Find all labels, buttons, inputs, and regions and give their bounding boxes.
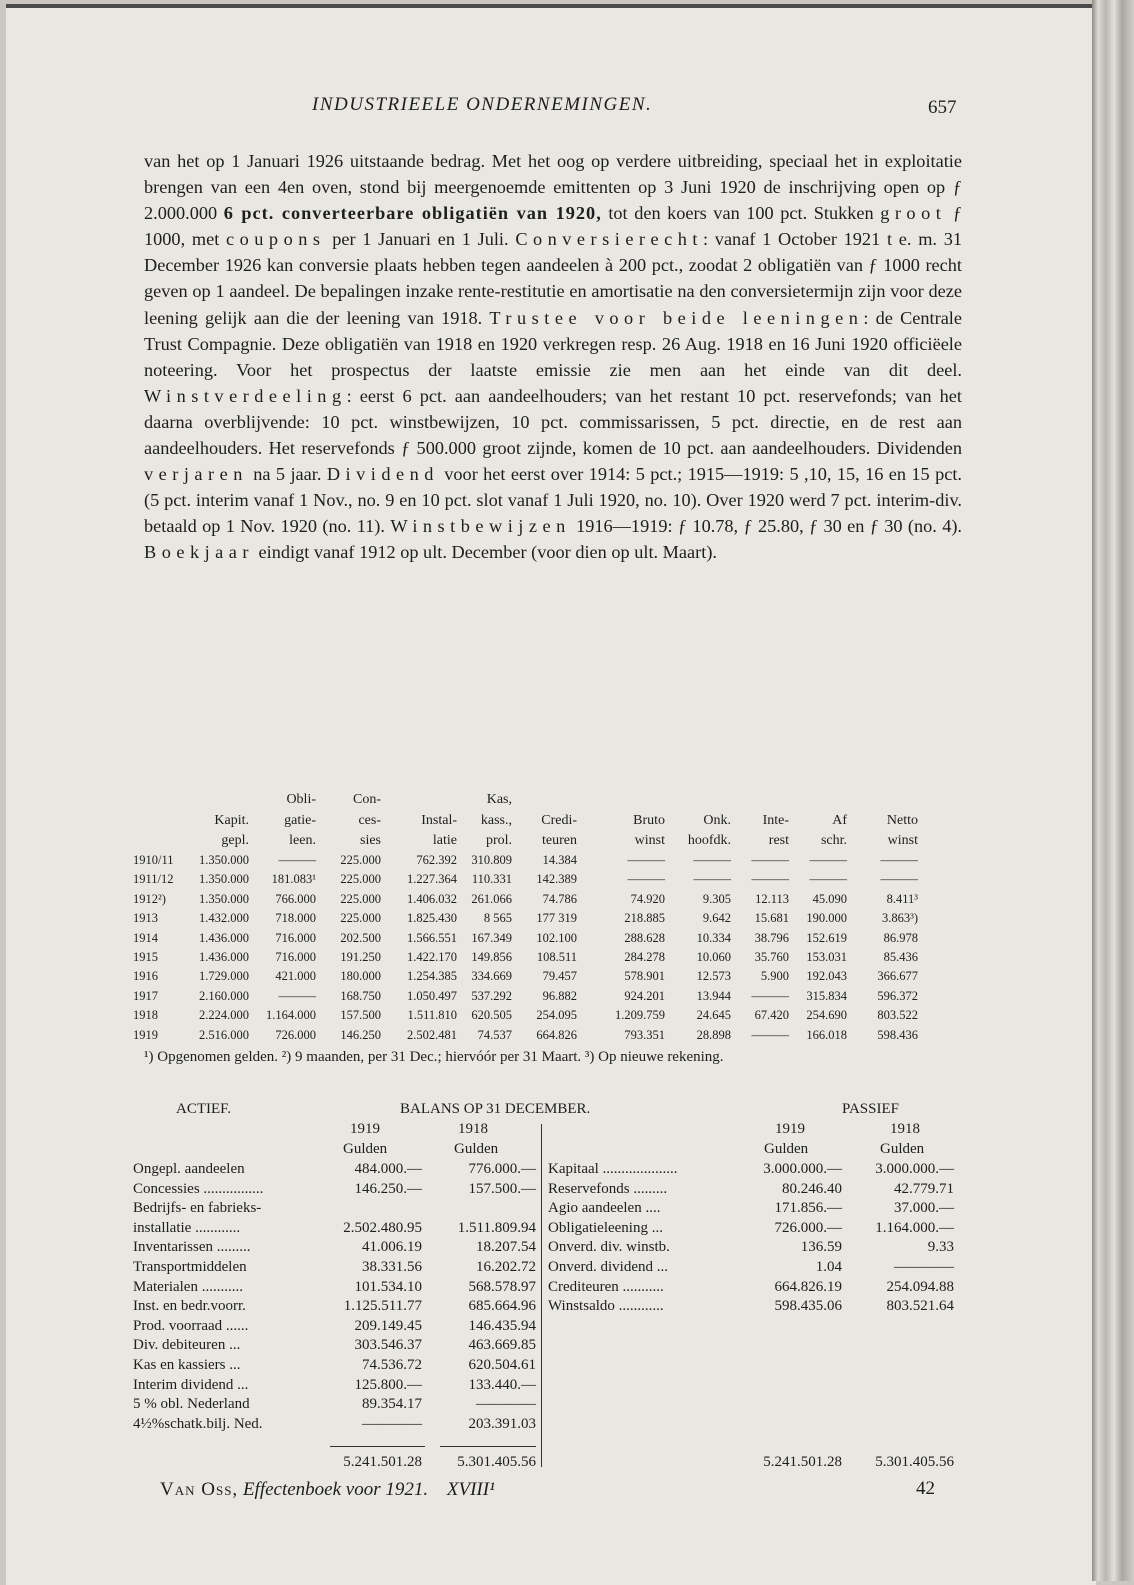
balance-item-value: 303.546.37 [354, 1337, 422, 1354]
table-value-cell: ——— [751, 988, 789, 1003]
balance-item-value: 37.000.— [894, 1200, 954, 1217]
balance-item-value: 726.000.— [774, 1219, 842, 1236]
balance-item-label: Onverd. dividend ... [548, 1259, 668, 1275]
balance-item-value: 1.164.000.— [875, 1219, 954, 1236]
spaced-term: Winstbewijzen [390, 516, 571, 537]
table-value-cell: 15.681 [754, 911, 789, 926]
table-value-cell: ——— [693, 872, 731, 887]
table-value-cell: 1.350.000 [199, 872, 249, 887]
table-year-cell: 1917 [133, 988, 158, 1003]
table-value-cell: ——— [751, 872, 789, 887]
balance-item-label: Crediteuren ........... [548, 1278, 664, 1295]
table-header-cell: ces- [358, 813, 381, 828]
table-value-cell: 202.500 [340, 930, 381, 945]
balance-item-label: 5 % obl. Nederland [133, 1396, 250, 1413]
currency-label: Gulden [880, 1141, 925, 1157]
balance-item-value: 9.33 [927, 1239, 954, 1256]
table-value-cell: 2.224.000 [199, 1008, 249, 1023]
table-value-cell: 766.000 [275, 891, 316, 906]
balance-item-label: Interim dividend ... [133, 1376, 249, 1393]
balance-title: BALANS OP 31 DECEMBER. [400, 1101, 591, 1117]
table-value-cell: 261.066 [471, 891, 512, 906]
balance-item-value: 146.435.94 [468, 1317, 536, 1334]
balance-item-label: Inventarissen ......... [133, 1239, 251, 1256]
table-year-cell: 1914 [133, 930, 158, 945]
balance-item-value: 209.149.45 [354, 1317, 422, 1334]
table-value-cell: 1.350.000 [199, 853, 249, 867]
text-run: tot den koers van 100 pct. Stukken [601, 203, 881, 224]
activa-header: ACTIEF. [176, 1101, 232, 1117]
table-value-cell: 5.900 [760, 969, 789, 984]
table-value-cell: 110.331 [471, 872, 512, 887]
table-header-cell: kass., [480, 813, 512, 828]
table-value-cell: 924.201 [624, 988, 665, 1003]
table-value-cell: 45.090 [812, 891, 847, 906]
page-number: 657 [928, 97, 957, 118]
balance-item-value: 2.502.480.95 [343, 1219, 422, 1236]
table-value-cell: 1.729.000 [199, 969, 249, 984]
spaced-term: Trustee voor beide leeningen [489, 307, 864, 328]
table-value-cell: 225.000 [340, 911, 381, 926]
table-value-cell: 1.227.364 [407, 872, 457, 887]
currency-label: Gulden [454, 1141, 499, 1157]
balance-item-value: 16.202.72 [476, 1259, 536, 1275]
balance-item-label: Prod. voorraad ...... [133, 1317, 249, 1334]
table-header-cell: Obli- [286, 792, 316, 807]
table-header-cell: Kas, [486, 792, 512, 807]
balance-item-value: 42.779.71 [894, 1180, 954, 1197]
table-header-cell: gepl. [221, 833, 249, 848]
table-value-cell: ——— [627, 853, 665, 867]
table-value-cell: 421.000 [275, 969, 316, 984]
table-value-cell: 35.760 [754, 950, 789, 964]
table-value-cell: 1.050.497 [407, 988, 457, 1003]
table-value-cell: 74.920 [630, 891, 665, 906]
text-run: ƒ 1000, met [144, 203, 962, 250]
table-header-cell: leen. [289, 833, 316, 848]
text-run: eindigt vanaf 1912 op ult. December (voor dien op ult. Maart). [253, 542, 717, 563]
balance-item-label: Concessies ................ [133, 1180, 264, 1197]
table-header-cell: schr. [820, 833, 847, 848]
year-label: 1919 [775, 1121, 805, 1137]
table-value-cell: 537.292 [471, 988, 512, 1003]
table-header-cell: Credi- [541, 813, 577, 828]
table-value-cell: 254.690 [806, 1008, 847, 1023]
table-value-cell: ——— [751, 1027, 789, 1042]
table-value-cell: 14.384 [542, 853, 577, 867]
balance-item-label: Ongepl. aandeelen [133, 1161, 245, 1177]
table-value-cell: 10.334 [696, 930, 731, 945]
table-value-cell: 664.826 [536, 1027, 577, 1042]
table-value-cell: 86.978 [883, 930, 918, 945]
balance-item-label: Div. debiteuren ... [133, 1337, 241, 1354]
table-value-cell: 12.113 [755, 891, 789, 906]
balance-item-value: 38.331.56 [362, 1259, 422, 1275]
balance-item-value: 171.856.— [774, 1200, 842, 1217]
balance-item-value: 1.125.511.77 [343, 1298, 422, 1315]
balance-item-label: Inst. en bedr.voorr. [133, 1298, 246, 1315]
table-value-cell: 284.278 [624, 950, 665, 964]
table-value-cell: 225.000 [340, 872, 381, 887]
balance-item-value: 685.664.96 [468, 1298, 536, 1315]
balance-item-value: 136.59 [800, 1239, 842, 1256]
table-value-cell: 190.000 [806, 911, 847, 926]
spaced-term: verjaren [144, 464, 248, 485]
balance-item-label: Bedrijfs- en fabrieks- [133, 1200, 262, 1217]
balance-item-label: Transportmiddelen [133, 1259, 247, 1275]
balance-item-value: 146.250.— [354, 1180, 422, 1197]
balance-item-value: 1.511.809.94 [457, 1219, 536, 1236]
table-value-cell: 85.436 [883, 950, 918, 964]
table-value-cell: 13.944 [696, 988, 731, 1003]
table-value-cell: 8 565 [483, 911, 512, 926]
balance-item-value: 125.800.— [354, 1376, 422, 1393]
balance-item-label: 4½%schatk.bilj. Ned. [133, 1415, 263, 1432]
table-header-cell: rest [768, 833, 789, 848]
balance-item-label: Materialen ........... [133, 1278, 243, 1295]
table-value-cell: 1.254.385 [407, 969, 457, 984]
balance-item-value: ———— [894, 1259, 954, 1275]
footer-author: Van Oss, [160, 1479, 239, 1500]
table-value-cell: 28.898 [696, 1027, 731, 1042]
footer-title: Effectenboek voor 1921. [242, 1479, 429, 1500]
table-value-cell: 142.389 [536, 872, 577, 887]
table-value-cell: ——— [809, 872, 847, 887]
year-label: 1919 [350, 1121, 380, 1137]
table-year-cell: 1918 [133, 1008, 158, 1023]
table-value-cell: 191.250 [340, 950, 381, 964]
balance-item-label: Kas en kassiers ... [133, 1357, 241, 1373]
table-footnote: ¹) Opgenomen gelden. ²) 9 maanden, per 31 Dec.; hiervóór per 31 Maart. ³) Op nieuwe rekening. [144, 1049, 724, 1065]
sum-rule [330, 1446, 425, 1447]
total-passiva-1918: 5.301.405.56 [875, 1454, 954, 1470]
table-value-cell: ——— [278, 988, 316, 1003]
balance-item-label: Obligatieleening ... [548, 1219, 663, 1236]
year-label: 1918 [890, 1121, 920, 1137]
table-header-cell: Instal- [421, 813, 457, 828]
table-value-cell: 168.750 [340, 988, 381, 1003]
balance-divider [541, 1124, 542, 1467]
table-header-cell: prol. [485, 833, 512, 848]
table-value-cell: 315.834 [806, 988, 847, 1003]
table-value-cell: 3.863³) [881, 911, 918, 926]
table-value-cell: 153.031 [806, 950, 847, 964]
table-value-cell: ——— [880, 853, 918, 867]
table-value-cell: 177 319 [536, 911, 577, 926]
table-value-cell: 2.160.000 [199, 988, 249, 1003]
text-run: per 1 Januari en 1 Juli. [325, 229, 516, 250]
table-value-cell: 716.000 [275, 930, 316, 945]
balance-item-value: 803.521.64 [886, 1298, 954, 1315]
table-header-cell: gatie- [284, 813, 316, 828]
total-passiva-1919: 5.241.501.28 [763, 1454, 842, 1470]
table-value-cell: 762.392 [416, 853, 457, 867]
table-value-cell: 102.100 [536, 930, 577, 945]
table-value-cell: 38.796 [754, 930, 789, 945]
table-value-cell: 79.457 [542, 969, 577, 984]
balance-item-value: 18.207.54 [476, 1239, 536, 1256]
balance-item-value: 484.000.— [354, 1161, 422, 1177]
balance-item-label: installatie ............ [133, 1219, 241, 1236]
table-value-cell: 157.500 [340, 1008, 381, 1023]
table-value-cell: 67.420 [754, 1008, 789, 1023]
table-value-cell: 146.250 [340, 1027, 381, 1042]
table-value-cell: 254.095 [536, 1008, 577, 1023]
table-header-cell: winst [887, 833, 918, 848]
table-value-cell: 578.901 [624, 969, 665, 984]
table-value-cell: 598.436 [877, 1027, 918, 1042]
balance-item-value: 664.826.19 [774, 1278, 842, 1295]
table-value-cell: 96.882 [542, 988, 577, 1003]
table-value-cell: 1.350.000 [199, 891, 249, 906]
balance-item-value: 89.354.17 [362, 1396, 422, 1413]
spaced-term: Conversierecht [515, 229, 703, 250]
table-header-cell: winst [634, 833, 665, 848]
balance-item-label: Kapitaal .................... [548, 1161, 678, 1177]
text-run: na 5 jaar. [247, 464, 327, 485]
table-value-cell: ——— [880, 872, 918, 887]
table-value-cell: 1.432.000 [199, 911, 249, 926]
table-header-cell: latie [432, 833, 457, 848]
balance-item-label: Onverd. div. winstb. [548, 1239, 670, 1256]
spaced-term: Boekjaar [144, 542, 254, 563]
text-run: : eerst 6 pct. aan aandeelhouders; van het restant 10 pct. reservefonds; van het daarna overblijvende: 10 pct. winstbewijzen, 10 pct. commissarissen, 5 pct. directie, en de rest aan aandeelhouders. Het reservefonds ƒ 500.000 groot zijnde, komen de 10 pct. aan aandeelhouders. Dividenden [144, 385, 962, 459]
text-run: : vanaf 1 October 1921 t e. m. 31 December 1926 kan conversie plaats hebben tegen aandeelen à 200 pct., zoodat 2 obligatiën van ƒ 1000 recht geven op 1 aandeel. De bepalingen inzake rente-restitutie en amortisatie na den conversietermijn zijn voor deze leening gelijk aan die der leening van 1918. [144, 229, 962, 328]
balance-item-label: Winstsaldo ............ [548, 1298, 664, 1315]
currency-label: Gulden [764, 1141, 809, 1157]
bold-heading: 6 pct. converteerbare obligatiën van 1920, [223, 203, 602, 224]
table-value-cell: 10.060 [696, 950, 731, 964]
table-value-cell: 152.619 [806, 930, 847, 945]
table-value-cell: 9.305 [702, 891, 731, 906]
table-year-cell: 1915 [133, 950, 158, 964]
table-value-cell: 726.000 [275, 1027, 316, 1042]
footer-volume: XVIII¹ [446, 1479, 495, 1500]
table-value-cell: 334.669 [471, 969, 512, 984]
table-value-cell: ——— [627, 872, 665, 887]
spaced-term: groot [880, 203, 947, 224]
table-year-cell: 1919 [133, 1027, 158, 1042]
table-value-cell: 181.083¹ [271, 872, 316, 887]
table-value-cell: 366.677 [877, 969, 918, 984]
table-value-cell: 9.642 [702, 911, 731, 926]
table-header-cell: Inte- [762, 813, 789, 828]
balance-item-value: 463.669.85 [468, 1337, 536, 1354]
table-value-cell: 2.516.000 [199, 1027, 249, 1042]
table-value-cell: 803.522 [877, 1008, 918, 1023]
total-activa-1919: 5.241.501.28 [343, 1454, 422, 1470]
spaced-term: coupons [226, 229, 326, 250]
table-value-cell: 718.000 [275, 911, 316, 926]
table-value-cell: 596.372 [877, 988, 918, 1003]
passiva-header: PASSIEF [842, 1101, 899, 1117]
table-value-cell: 288.628 [624, 930, 665, 945]
table-value-cell: 620.505 [471, 1008, 512, 1023]
balance-item-value: ———— [362, 1415, 422, 1432]
table-value-cell: 310.809 [471, 853, 512, 867]
table-value-cell: 225.000 [340, 853, 381, 867]
table-year-cell: 1913 [133, 911, 158, 926]
table-value-cell: 1.406.032 [407, 891, 457, 906]
balance-item-value: 620.504.61 [468, 1357, 536, 1373]
table-value-cell: 74.537 [477, 1027, 512, 1042]
balance-item-value: 41.006.19 [362, 1239, 422, 1256]
table-year-cell: 1912²) [133, 891, 166, 906]
sum-rule [440, 1446, 536, 1447]
table-value-cell: 180.000 [340, 969, 381, 984]
table-header-cell: Af [832, 813, 847, 828]
table-value-cell: 24.645 [696, 1008, 731, 1023]
balance-item-label: Agio aandeelen .... [548, 1200, 661, 1217]
balance-item-value: ———— [476, 1396, 536, 1413]
body-paragraph [144, 148, 962, 566]
text-run: : de Centrale Trust Compagnie. Deze obligatiën van 1918 en 1920 verkregen resp. 26 Aug. 1918 en 16 Juni 1920 officiëele noteering. Voor het prospectus der laatste emissie zie men aan het einde van dit deel. [144, 307, 962, 380]
table-value-cell: 1.422.170 [407, 950, 457, 964]
table-header-cell: Netto [886, 813, 918, 828]
balance-item-value: 776.000.— [468, 1161, 536, 1177]
table-value-cell: ——— [809, 853, 847, 867]
balance-item-value: 568.578.97 [468, 1278, 536, 1295]
balance-item-value: 254.094.88 [886, 1278, 954, 1295]
table-header-cell: teuren [542, 833, 577, 848]
table-header-cell: hoofdk. [687, 833, 731, 848]
balance-item-value: 3.000.000.— [763, 1161, 842, 1177]
table-year-cell: 1911/12 [133, 872, 174, 887]
table-value-cell: 192.043 [806, 969, 847, 984]
table-value-cell: 2.502.481 [407, 1027, 457, 1042]
text-run: van het op 1 Januari 1926 uitstaande bedrag. Met het oog op verdere uitbreiding, speciaal het in exploitatie brengen van een 4en oven, stond bij meergenoemde emittenten op 3 Juni 1920 de inschrijving open op ƒ 2.000.000 [144, 151, 962, 224]
table-value-cell: ——— [751, 853, 789, 867]
text-run: 1916—1919: ƒ 10.78, ƒ 25.80, ƒ 30 en ƒ 30 (no. 4). [570, 516, 962, 537]
table-header-cell: sies [360, 833, 381, 848]
table-header-cell: Kapit. [214, 813, 249, 828]
balance-item-value: 101.534.10 [354, 1278, 422, 1295]
running-head: INDUSTRIEELE ONDERNEMINGEN. [312, 94, 653, 115]
table-value-cell: 1.209.759 [615, 1008, 665, 1023]
balance-item-value: 1.04 [815, 1259, 842, 1275]
sheet-number: 42 [916, 1478, 935, 1499]
table-value-cell: 8.411³ [886, 891, 918, 906]
balance-item-value: 133.440.— [468, 1376, 536, 1393]
table-value-cell: 74.786 [542, 891, 577, 906]
table-year-cell: 1916 [133, 969, 158, 984]
table-value-cell: 225.000 [340, 891, 381, 906]
currency-label: Gulden [343, 1141, 388, 1157]
table-value-cell: 1.436.000 [199, 950, 249, 964]
balance-item-value: 80.246.40 [782, 1180, 842, 1197]
table-value-cell: 12.573 [696, 969, 731, 984]
table-value-cell: 1.511.810 [407, 1008, 457, 1023]
spaced-term: Winstverdeeling [144, 385, 347, 406]
balance-item-label: Reservefonds ......... [548, 1180, 668, 1197]
table-header-cell: Bruto [633, 813, 665, 828]
table-value-cell: 1.436.000 [199, 930, 249, 945]
balance-item-value: 157.500.— [468, 1180, 536, 1197]
book-page-edges [1092, 0, 1134, 1581]
text-run: voor het eerst over 1914: 5 pct.; 1915—1919: 5 ,10, 15, 16 en 15 pct. (5 pct. interim vanaf 1 Nov., no. 9 en 10 pct. slot vanaf 1 Juli 1920, no. 10). Over 1920 werd 7 pct. interim-div. betaald op 1 Nov. 1920 (no. 11). [144, 464, 962, 537]
table-value-cell: 149.856 [471, 950, 512, 964]
total-activa-1918: 5.301.405.56 [457, 1454, 536, 1470]
table-header-cell: Onk. [703, 813, 731, 828]
table-value-cell: 218.885 [624, 911, 665, 926]
balance-item-value: 74.536.72 [362, 1357, 422, 1373]
table-value-cell: 166.018 [806, 1027, 847, 1042]
table-value-cell: 1.566.551 [407, 930, 457, 945]
table-value-cell: 1.825.430 [407, 911, 457, 926]
table-header-cell: Con- [353, 792, 381, 807]
balance-item-value: 3.000.000.— [875, 1161, 954, 1177]
table-value-cell: 167.349 [471, 930, 512, 945]
year-label: 1918 [458, 1121, 488, 1137]
balance-item-value: 203.391.03 [468, 1415, 536, 1432]
table-value-cell: ——— [278, 853, 316, 867]
table-value-cell: 716.000 [275, 950, 316, 964]
table-value-cell: 108.511 [536, 950, 577, 964]
table-value-cell: ——— [693, 853, 731, 867]
page-footer [160, 1479, 495, 1501]
table-value-cell: 1.164.000 [266, 1008, 316, 1023]
table-year-cell: 1910/11 [133, 853, 174, 867]
spaced-term: Dividend [326, 464, 439, 485]
balance-item-value: 598.435.06 [774, 1298, 842, 1315]
table-value-cell: 793.351 [624, 1027, 665, 1042]
